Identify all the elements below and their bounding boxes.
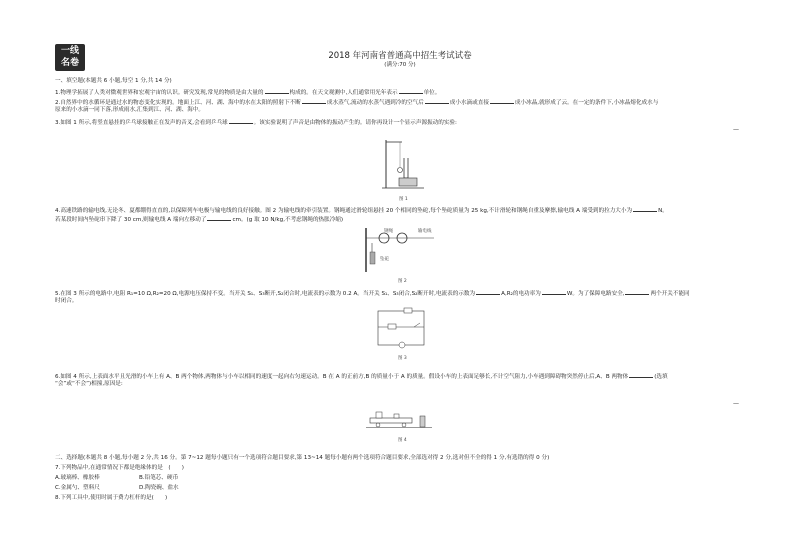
exam-subtitle: (满分:70 分) xyxy=(384,62,416,68)
question-5-cont: 时闭合。 xyxy=(55,298,78,304)
figure-4 xyxy=(366,408,434,432)
question-1: 1.物理学拓展了人类对微观世界和宏观宇宙的认识。研究发现,常见的物质是由大量的 构成的。在天文观测中,人们通常用光年表示 单位。 xyxy=(55,90,441,96)
figure-1-caption: 图 1 xyxy=(399,197,408,202)
question-7-options-cd: C.金属勺、塑料尺 D.陶瓷碗、盐水 xyxy=(55,485,179,491)
question-2: 2.自然界中的水循环是通过水的物态变化实现的。地面上江、河、湖、海中的水在太阳的照射下不断 成水蒸气,流动的水蒸气遇到冷的空气后 成小水滴或直接 成小冰晶,就形成了云。在一定的条件下,小冰晶熔化成水与 xyxy=(55,100,659,106)
question-5: 5.在图 3 所示的电路中,电阻 R₁=10 Ω,R₂=20 Ω,电源电压保持不变。当开关 S₁、S₃断开,S₂闭合时,电流表的示数为 0.2 A。当开关 S₁、S₃闭合,S₂断开时,电流表的示数为 A,R₂的电功率为 W。为了保障电路安全, 两个开关不能同 xyxy=(55,291,690,297)
figure-2-wire-label: 输电线 xyxy=(418,229,432,234)
question-6: 6.如图 4 所示,上表面水平且光滑的小车上有 A、B 两个物体,两物体与小车以相同的速度一起向右匀速运动。B 在 A 的正前方,B 的质量小于 A 的质量。假设小车的上表面足够长,不计空气阻力,小车遇到障碍物突然停止后,A、B 两物体 (选填 xyxy=(55,374,668,380)
question-2-cont: 原来的小水滴一同下落,形成雨水,汇集到江、河、湖、海中。 xyxy=(55,107,204,113)
question-7-options-ab: A.玻璃棒、橡胶棒 B.铅笔芯、硬币 xyxy=(55,475,179,481)
section2-heading: 二、选择题(本题共 8 小题,每小题 2 分,共 16 分。第 7~12 题每小题只有一个选项符合题目要求,第 13~14 题每小题有两个选项符合题目要求,全部选对得 2 分,选对但不全的得 1 分,有选错的得 0 分) xyxy=(55,455,550,461)
figure-2-weight-label: 坠砣 xyxy=(380,257,389,262)
exam-title: 2018 年河南省普通高中招生考试试卷 xyxy=(328,51,472,61)
figure-4-caption: 图 4 xyxy=(398,438,407,443)
figure-2-caption: 图 2 xyxy=(398,279,407,284)
figure-1 xyxy=(380,138,430,194)
brand-logo: 一线 名卷 xyxy=(55,44,85,71)
question-7: 7.下列物品中,在通常情况下都是绝缘体的是 ( ) xyxy=(55,465,184,471)
question-3: 3.如图 1 所示,将竖直悬挂的乒乓球接触正在发声的音叉,会看到乒乓球 。该实验说明了声音是由物体的振动产生的。请你再设计一个显示声源振动的实验: xyxy=(55,120,457,126)
figure-3 xyxy=(374,307,430,353)
question-4: 4.高速铁路的输电线,无论冬、夏都绷得直直的,以保障列车电极与输电线的良好接触。图 2 为输电线的牵引装置。钢绳通过滑轮组悬挂 20 个相同的坠砣,每个坠砣质量为 25 kg,不计滑轮和钢绳自重及摩擦,输电线 A 端受到的拉力大小为 N。 xyxy=(55,208,668,214)
question-8: 8.下列工具中,使用时属于费力杠杆的是( ) xyxy=(55,495,168,501)
section1-heading: 一、填空题(本题共 6 小题,每空 1 分,共 14 分) xyxy=(55,78,172,84)
question-6-cont: “会”或“不会”)相撞,原因是: xyxy=(55,381,123,387)
figure-3-caption: 图 3 xyxy=(398,356,407,361)
answer-mark-2: — xyxy=(733,400,739,407)
answer-mark: — xyxy=(733,126,739,133)
figure-2-rope-label: 钢绳 xyxy=(384,229,393,234)
question-4-cont: 若某段时间内坠砣串下降了 30 cm,则输电线 A 端向左移动了 cm。(g 取 10 N/kg,不考虑钢绳的热胀冷缩) xyxy=(55,217,344,223)
